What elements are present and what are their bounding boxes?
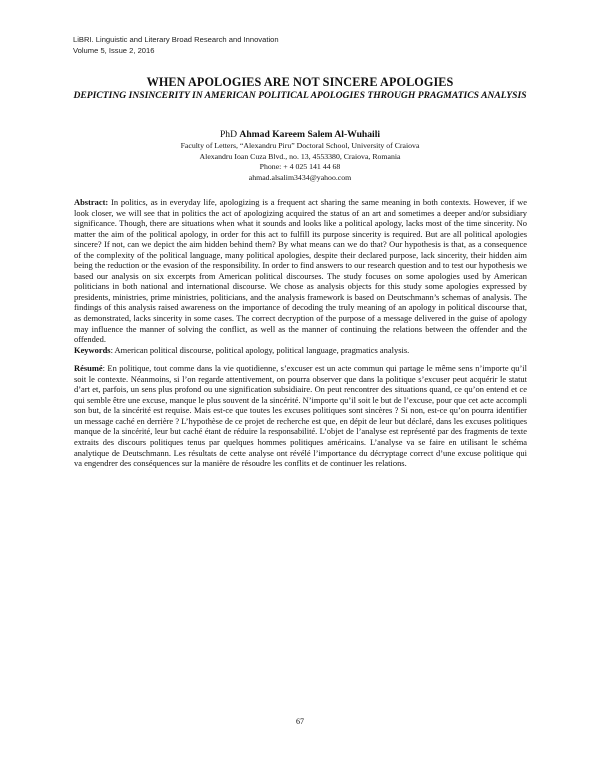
abstract-section <box>74 197 527 469</box>
journal-name: LiBRI. Linguistic and Literary Broad Research and Innovation <box>73 35 279 44</box>
resume-label: Résumé <box>74 363 103 374</box>
author-address: Alexandru Ioan Cuza Blvd., no. 13, 4553380, Craiova, Romania <box>199 151 401 161</box>
keywords-label: Keywords <box>74 344 111 355</box>
resume-paragraph <box>74 363 527 468</box>
author-line <box>70 129 530 141</box>
author-prefix: PhD <box>219 129 240 140</box>
title-block <box>70 75 530 102</box>
keywords-text: : American political discourse, political apology, political language, pragmatics analysis. <box>110 344 410 355</box>
abstract-paragraph <box>74 197 527 345</box>
author-affiliation: Faculty of Letters, “Alexandru Piru” Doctoral School, University of Craiova <box>180 141 420 150</box>
abstract-label: Abstract: <box>74 197 109 207</box>
author-phone: Phone: + 4 025 141 44 68 <box>259 162 341 172</box>
author-name: Ahmad Kareem Salem Al-Wuhaili <box>239 129 381 140</box>
resume-text: : En politique, tout comme dans la vie quotidienne, s’excuser est un acte commun qui partage le même sens n’importe qu’il soit le contexte. Néanmoins, si l’on regarde attentivement, on pourra observer que dans la politique s’excuser peut acquérir le statut d’art et, parfois, un sens plus profond ou une signification subsidiaire. On peut rencontrer des situations quand, ce qu’on entend et ce qui semble être une excuse, manque le plus souvent de la sincérité. N’importe qu’il soit le but de l’excuse, pour que cet acte accompli son but, de la sincérité est requise. Mais est-ce que toutes les excuses politiques sont sincères ? Si non, est-ce qu’on pourra identifier un message caché en derrière ? L’hypothèse de ce projet de recherche est que, en dépit de leur but déclaré, dans les excuses politiques manque de la sincérité, leur but caché étant de réduire la responsabilité. L’objet de l’analyse est représenté par des fragments de texte extraits des discours politiques tenus par quelques hommes politiques américains. L’analyse va se faire en utilisant le schéma analytique de Deutschmann. Les résultats de cette analyse ont révélé l’importance du décryptage correct d’une excuse politique qui va engendrer des conséquences sur la manière de résoudre les conflits et de continuer les relations. <box>74 363 527 469</box>
journal-header <box>73 34 279 56</box>
paper-title: WHEN APOLOGIES ARE NOT SINCERE APOLOGIES <box>146 75 454 89</box>
paper-subtitle: DEPICTING INSINCERITY IN AMERICAN POLITICAL APOLOGIES THROUGH PRAGMATICS ANALYSIS <box>73 90 527 101</box>
page-number: 67 <box>296 717 304 726</box>
keywords-paragraph <box>74 345 527 356</box>
journal-volume: Volume 5, Issue 2, 2016 <box>73 46 155 55</box>
author-email: ahmad.alsalim3434@yahoo.com <box>248 172 352 182</box>
abstract-text: In politics, as in everyday life, apologizing is a frequent act sharing the same meaning in both contexts. However, if we look closer, we will see that in politics the act of apologizing acquired the status of an art and sometimes a deeper and/or subsidiary significance. Though, there are situations when what it sounds and looks like a political apology, lacks most of the time sincerity. No matter the aim of the political apology, in order for this act to fulfill its purpose sincerity is required. But are all political apologies sincere? If not, can we depict the aim hidden behind them? By what means can we do that? Our hypothesis is that, as a consequence of the complexity of the political language, many political apologies, despite their declared purpose, lack sincerity, their hidden aim being the reduction or the evasion of the responsibility. In order to find answers to our research question and to test our hypothesis we based our analysis on six excerpts from American political discourses. The study focuses on some apologies used by American politicians in both national and international discourse. We chose as analysis objects for this study some apologies expressed by presidents, ministries, prime ministries, politicians, and the analysis framework is based on Deutschmann’s schemas of analysis. The findings of this analysis raised awareness on the importance of decoding the truly meaning of an apology in political discourse that, as demonstrated, lacks sincerity in some cases. The correct decryption of the purpose of a message delivered in the guise of apology may influence the manner of solving the conflict, as well as the manner of continuing the relations between the offender and the offended. <box>74 197 527 345</box>
author-block <box>70 129 530 183</box>
